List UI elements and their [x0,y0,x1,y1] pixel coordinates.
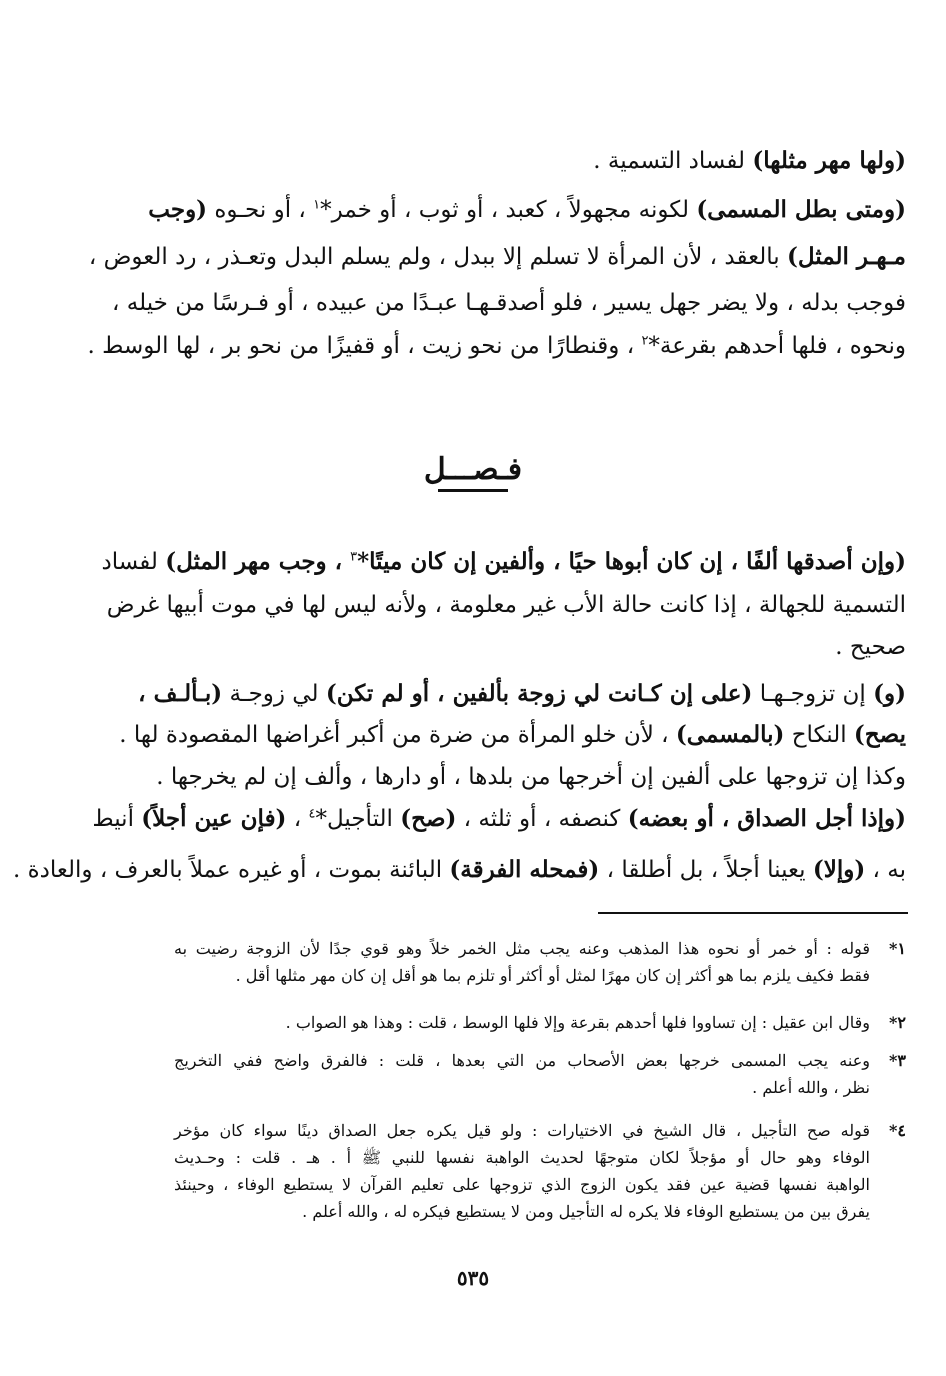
footnote-1 [174,935,906,989]
footnote-line: الوفاء وهو حال أو مؤجلاً لكان متوجهًا لحديث الواهبة نفسها للنبي ﷺ أ . هـ . قلت : وحـديث [174,1148,870,1167]
body-line-4: فوجب بدله ، ولا يضر جهل يسير ، فلو أصدقـهـا عبـدًا من عبيده ، أو فـرسًا من خيله ، [112,290,906,316]
footnote-line: الواهبة نفسها قضية عين فقد يكون الزوج الذي تزوجها على تعليم القرآن لا يستطيع الوفاء ، وحينئذ [174,1175,870,1194]
bold-phrase: يصح) [853,721,906,748]
footnote-line: قوله صح التأجيل ، قال الشيخ في الاختيارات : ولو قيل يكره جعل الصداق دينًا سواء كان مؤخر [174,1121,870,1140]
body-line-2 [148,193,906,227]
footnote-body [174,1117,870,1225]
footnote-marker: ٣* [889,1051,906,1070]
body-line-1 [174,144,906,178]
footnote-marker: ١* [889,939,906,958]
body-line-11: وكذا إن تزوجها على ألفين إن أخرجها من بلدها ، أو دارها ، وألف إن لم يخرجها . [156,764,906,790]
footnote-line: نظر ، والله أعلم . [752,1078,870,1097]
body-text: بالعقد ، لأن المرأة لا تسلم إلا ببدل ، ولم يسلم البدل وتعـذر ، رد العوض ، [88,244,787,270]
section-heading-text: فـصـــل [423,452,523,487]
body-line-9 [138,677,906,711]
body-text: لكونه مجهولاً ، كعبد ، أو ثوب ، أو خمر* [320,197,697,223]
body-text: كنصفه ، أو ثلثه ، [456,806,628,832]
bold-phrase: مـهـر المثل) [786,243,906,270]
bold-phrase: (وإن أصدقها ألفًا ، إن كان أبوها حيًا ، وألفين إن كان ميتًا* [357,548,906,575]
footnote-line: قوله : أو خمر أو نحوه هذا المذهب وعنه يجب مثل الخمر خلاً وهو قوي جدًا لأن الزوجة رضيت به [174,939,870,958]
bold-phrase: (فإن عين أجلاً) [141,805,287,832]
footnote-4 [174,1117,906,1225]
body-text: ونحوه ، فلها أحدهم بقرعة* [648,333,906,359]
body-text: التأجيل* [315,806,401,832]
body-line-5 [87,329,906,363]
body-text: ، [286,806,309,832]
body-text: لفساد التسمية . [593,148,753,174]
bold-phrase: (فمحله الفرقة) [449,856,600,883]
body-text: النكاح [784,722,854,748]
body-text: أنيط [92,806,142,832]
body-text: إن تزوجـهـا [752,681,874,707]
body-text: يعينا أجلاً ، بل أطلقا ، [599,857,813,883]
bold-phrase: (ومتى بطل المسمى) [696,196,906,223]
footnote-marker: ٢* [889,1013,906,1032]
footnote-ref[interactable]: ٣ [350,549,358,565]
body-line-10 [119,718,906,752]
section-heading [0,452,946,492]
body-text: لي زوجـة [222,681,326,707]
body-text: البائنة بموت ، أو غيره عملاً بالعرف ، والعادة . [12,857,450,883]
body-text: ، أو نحـوه [207,197,314,223]
bold-phrase: (صح) [400,805,457,832]
bold-phrase: (وإذا أجل الصداق ، أو بعضه) [627,805,906,832]
body-line-6 [101,545,906,579]
footnote-line: وعنه يجب المسمى خرجها بعض الأصحاب من التي بعدها ، قلت : فالفرق واضح ففي التخريج [174,1051,870,1070]
footnote-body [174,1009,870,1036]
bold-phrase: ، وجب مهر المثل) [165,548,351,575]
bold-phrase: (بالمسمى) [675,721,785,748]
bold-phrase: (و) [873,680,906,707]
bold-phrase: (وجب [148,196,208,223]
body-text: لفساد [101,549,166,575]
heading-underline [438,489,508,492]
footnote-separator [598,912,908,914]
footnote-3 [174,1047,906,1101]
footnote-line: وقال ابن عقيل : إن تساووا فلها أحدهم بقرعة وإلا فلها الوسط ، قلت : وهذا هو الصواب . [285,1013,870,1032]
page-number: ٥٣٥ [456,1266,490,1290]
footnote-line: يفرق بين من يستطيع الوفاء فلا يكره له التأجيل ومن لا يستطيع فيكره له ، والله أعلم . [302,1202,870,1221]
body-line-3 [88,240,906,274]
footnote-body [174,1047,870,1101]
body-line-7: التسمية للجهالة ، إذا كانت حالة الأب غير معلومة ، ولأنه ليس لها في موت أبيها غرض [106,592,906,618]
footnote-2 [174,1009,906,1036]
bold-phrase: (وإلا) [812,856,866,883]
footnote-marker: ٤* [889,1121,906,1140]
footnote-ref[interactable]: ١ [313,197,321,213]
bold-phrase: (بـألـف ، [138,680,223,707]
body-text: ، وقنطارًا من نحو زيت ، أو قفيزًا من نحو بر ، لها الوسط . [87,333,642,359]
body-line-8: صحيح . [835,634,906,660]
bold-phrase: (ولها مهر مثلها) [752,147,906,174]
body-line-12 [92,802,906,836]
footnote-body [174,935,870,989]
footnote-ref[interactable]: ٤ [308,806,316,822]
body-text: به ، [865,857,906,883]
body-line-13 [12,853,906,887]
footnote-ref[interactable]: ٢ [641,333,649,349]
bold-phrase: (على إن كـانت لي زوجة بألفين ، أو لم تكن) [325,680,753,707]
body-text: ، لأن خلو المرأة من ضرة من أكبر أغراضها المقصودة لها . [119,722,676,748]
footnote-line: فقط فكيف يلزم بما هو أكثر إن كان مهرًا لمثل أو أكثر أو تلزم بما هو أقل إن كان مهر مثلها أقل . [235,966,870,985]
